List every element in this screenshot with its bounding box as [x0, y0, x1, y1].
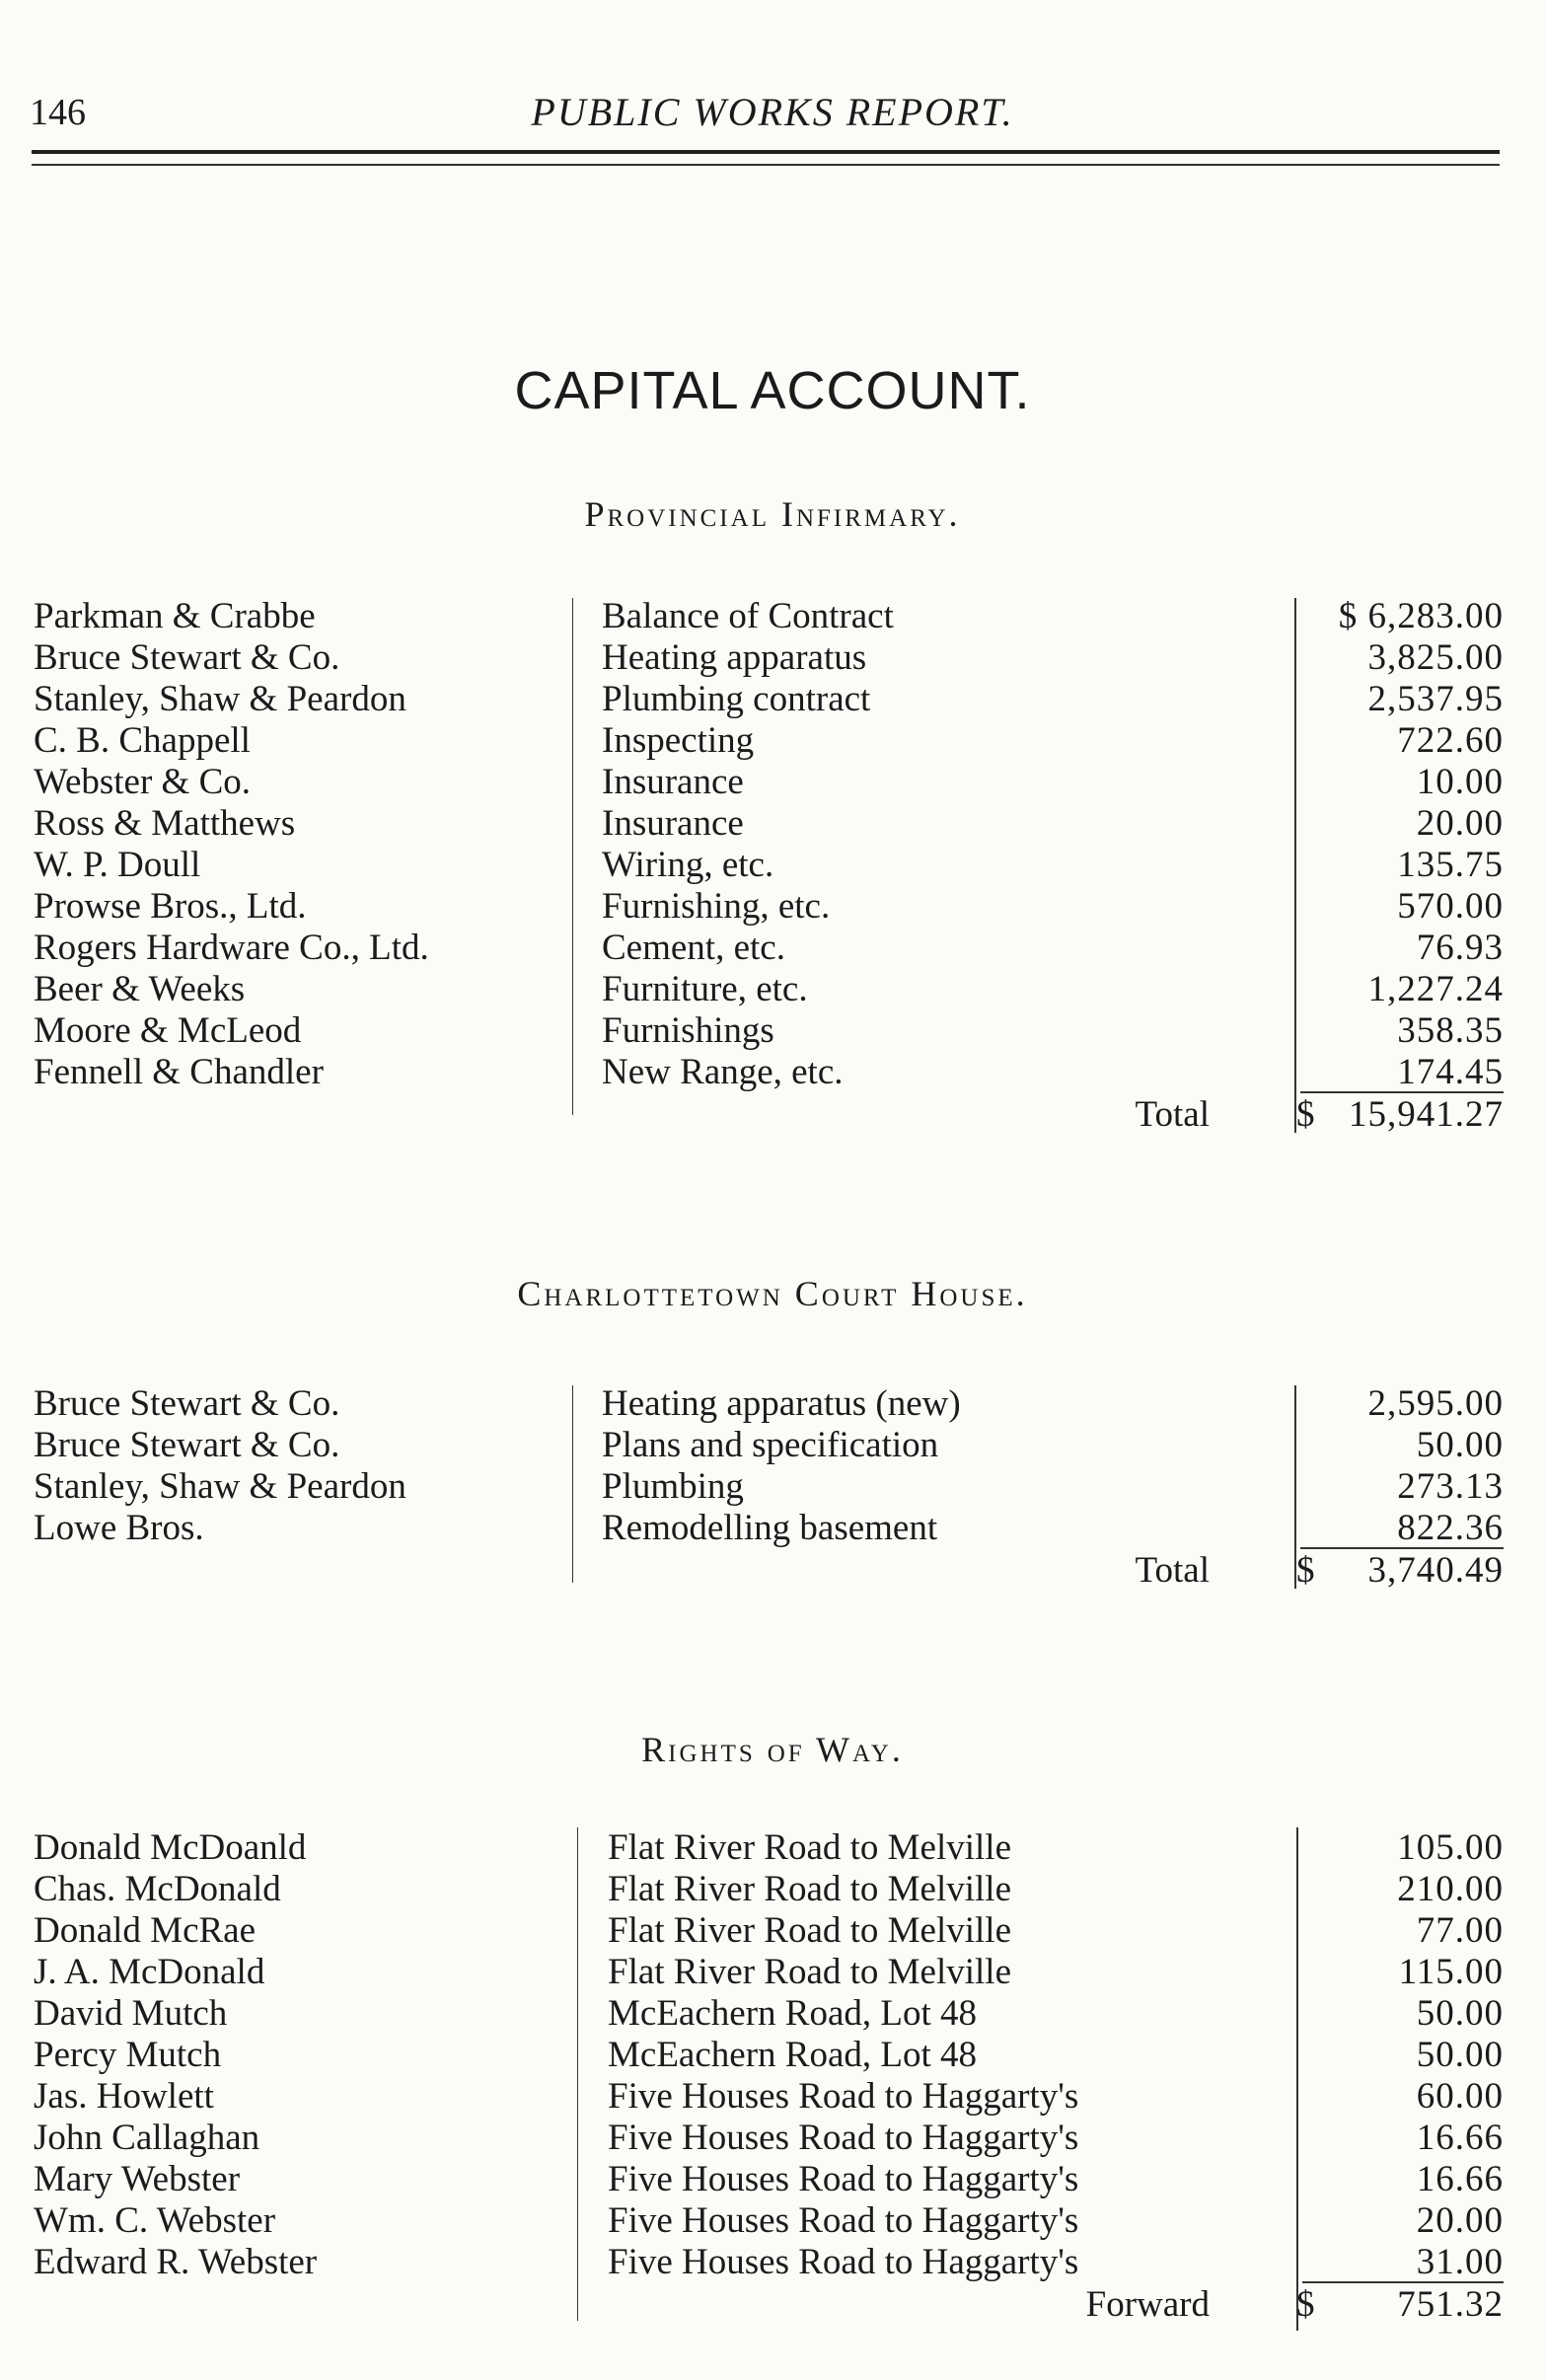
table-row: Moore & McLeod Furnishings 358.35: [34, 1010, 1504, 1051]
table-row: Ross & Matthews Insurance 20.00: [34, 803, 1504, 844]
running-title: PUBLIC WORKS REPORT.: [531, 90, 1014, 134]
table-row: Bruce Stewart & Co. Heating apparatus (new) 2,595.00: [34, 1383, 1504, 1424]
table-row: Mary Webster Five Houses Road to Haggarty's 16.66: [34, 2159, 1504, 2199]
table-row: Jas. Howlett Five Houses Road to Haggarty's 60.00: [34, 2076, 1504, 2117]
total-label: Total: [1135, 1550, 1210, 1591]
table-row: Prowse Bros., Ltd. Furnishing, etc. 570.00: [34, 886, 1504, 927]
forward-amount: 751.32: [1397, 2284, 1504, 2325]
forward-row: [0, 2283, 1545, 2327]
table-row: Bruce Stewart & Co. Plans and specification 50.00: [34, 1425, 1504, 1465]
table-row: C. B. Chappell Inspecting 722.60: [34, 720, 1504, 761]
table-row: Chas. McDonald Flat River Road to Melville 210.00: [34, 1869, 1504, 1909]
header-rule-thick: [32, 150, 1500, 154]
forward-label: Forward: [1085, 2284, 1210, 2325]
total-row: [0, 1093, 1545, 1137]
total-dollar-sign: $: [1296, 1094, 1315, 1135]
table-row: Stanley, Shaw & Peardon Plumbing contract 2,537.95: [34, 679, 1504, 719]
total-dollar-sign: $: [1296, 1550, 1315, 1591]
table-row: Stanley, Shaw & Peardon Plumbing 273.13: [34, 1466, 1504, 1507]
table-row: Wm. C. Webster Five Houses Road to Haggarty's 20.00: [34, 2200, 1504, 2241]
table-row: Donald McRae Flat River Road to Melville 77.00: [34, 1910, 1504, 1951]
table-row: John Callaghan Five Houses Road to Haggarty's 16.66: [34, 2118, 1504, 2158]
page-title: CAPITAL ACCOUNT.: [514, 361, 1031, 420]
table-row: Webster & Co. Insurance 10.00: [34, 762, 1504, 802]
table-row: J. A. McDonald Flat River Road to Melville 115.00: [34, 1952, 1504, 1992]
total-label: Total: [1135, 1094, 1210, 1135]
total-amount: 15,941.27: [1349, 1094, 1504, 1135]
table-row: Beer & Weeks Furniture, etc. 1,227.24: [34, 969, 1504, 1009]
table-row: Rogers Hardware Co., Ltd. Cement, etc. 76.93: [34, 928, 1504, 968]
header-rule-thin: [32, 164, 1500, 166]
table-row: Donald McDoanld Flat River Road to Melville 105.00: [34, 1827, 1504, 1868]
table-row: David Mutch McEachern Road, Lot 48 50.00: [34, 1993, 1504, 2034]
section-title-infirmary: Provincial Infirmary.: [584, 494, 961, 534]
total-dollar-sign: $: [1296, 2284, 1315, 2325]
section-title-court-house: Charlottetown Court House.: [517, 1274, 1028, 1313]
total-amount: 3,740.49: [1367, 1550, 1504, 1591]
table-row: Edward R. Webster Five Houses Road to Haggarty's 31.00: [34, 2242, 1504, 2282]
table-row: W. P. Doull Wiring, etc. 135.75: [34, 845, 1504, 885]
table-row: Percy Mutch McEachern Road, Lot 48 50.00: [34, 2035, 1504, 2075]
table-row: Fennell & Chandler New Range, etc. 174.45: [34, 1052, 1504, 1092]
table-row: Bruce Stewart & Co. Heating apparatus 3,825.00: [34, 637, 1504, 678]
total-row: [0, 1549, 1545, 1593]
table-row: Parkman & Crabbe Balance of Contract $ 6,283.00: [34, 596, 1504, 636]
table-row: Lowe Bros. Remodelling basement 822.36: [34, 1508, 1504, 1548]
page-number: 146: [30, 92, 86, 133]
section-title-rights-of-way: Rights of Way.: [641, 1730, 904, 1769]
